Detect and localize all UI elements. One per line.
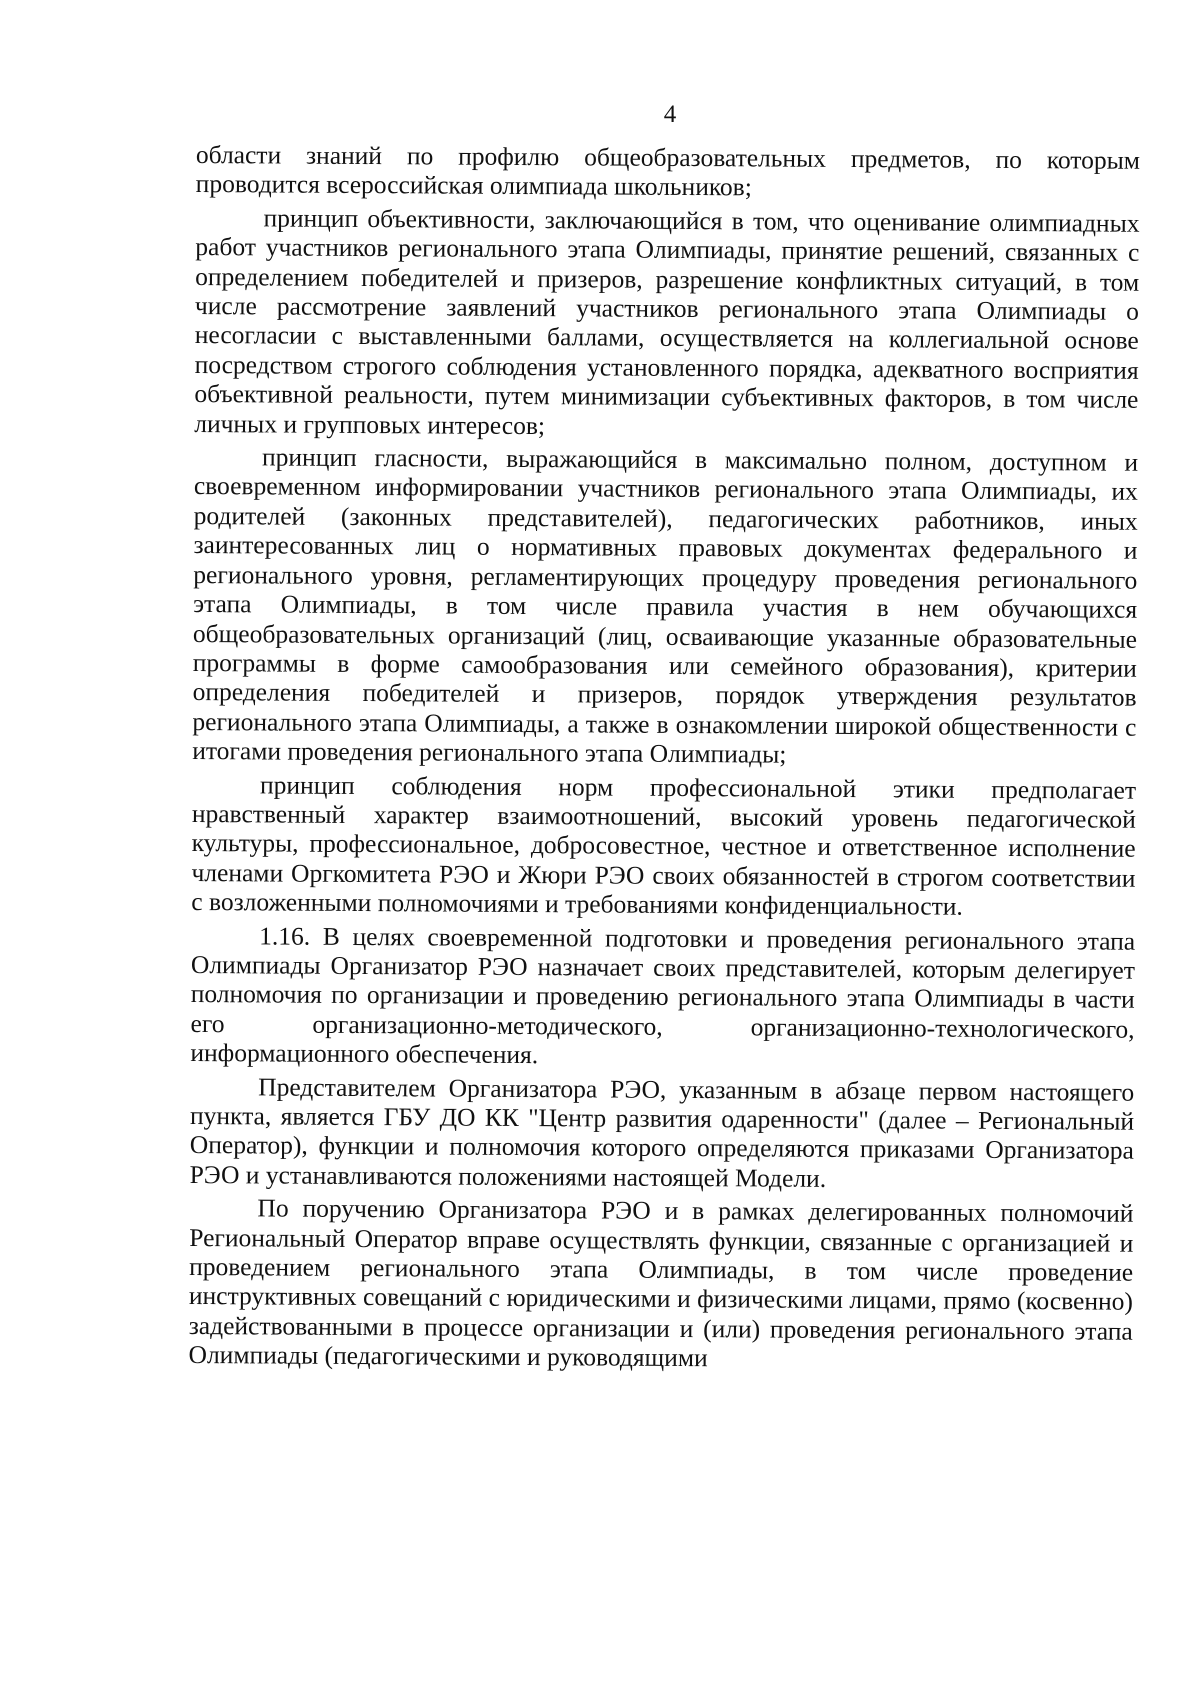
paragraph-clause-1-16: 1.16. В целях своевременной подготовки и проведения регионального этапа Олимпиады Организатор РЭО назначает своих представителей, которым делегирует полномочия по организации и проведению регионального этапа Олимпиады в части его организационно-методического, организационно-технологического, информационного обеспечения. bbox=[190, 920, 1136, 1070]
paragraph-regional-operator: Представителем Организатора РЭО, указанным в абзаце первом настоящего пункта, является ГБУ ДО КК "Центр развития одаренности" (далее – Региональный Оператор), функции и полномочия которого определяются приказами Организатора РЭО и устанавливаются положениями настоящей Модели. bbox=[189, 1071, 1135, 1193]
paragraph-ethics-principle: принцип соблюдения норм профессиональной этики предполагает нравственный характер взаимоотношений, высокий уровень педагогической культуры, профессиональное, добросовестное, честное и ответственное исполнение членами Оргкомитета РЭО и Жюри РЭО своих обязанностей в строгом соответствии с возложенными полномочиями и требованиями конфиденциальности. bbox=[191, 769, 1137, 921]
paragraph-subject-areas: области знаний по профилю общеобразовательных предметов, по которым проводится всероссийская олимпиада школьников; bbox=[195, 140, 1140, 202]
document-body bbox=[188, 140, 1140, 1379]
paragraph-publicity-principle: принцип гласности, выражающийся в максимально полном, доступном и своевременном информировании участников регионального этапа Олимпиады, их родителей (законных представителей), педагогических работников, иных заинтересованных лиц о нормативных правовых документах федерального и регионального уровня, регламентирующих процедуру проведения регионального этапа Олимпиады, в том числе правила участия в нем обучающихся общеобразовательных организаций (лиц, осваивающие указанные образовательные программы в форме самообразования или семейного образования), критерии определения победителей и призеров, порядок утверждения результатов регионального этапа Олимпиады, а также в ознакомлении широкой общественности с итогами проведения регионального этапа Олимпиады; bbox=[192, 442, 1139, 769]
page-number: 4 bbox=[663, 101, 677, 128]
paragraph-objectivity-principle: принцип объективности, заключающийся в том, что оценивание олимпиадных работ участников регионального этапа Олимпиады, принятие решений, связанных с определением победителей и призеров, разрешение конфликтных ситуаций, в том числе рассмотрение заявлений участников регионального этапа Олимпиады о несогласии с выставленными баллами, осуществляется на коллегиальной основе посредством строгого соблюдения установленного порядка, адекватного восприятия объективной реальности, путем минимизации субъективных факторов, в том числе личных и групповых интересов; bbox=[194, 203, 1140, 440]
paragraph-operator-functions: По поручению Организатора РЭО и в рамках делегированных полномочий Региональный Оператор вправе осуществлять функции, связанные с организацией и проведением регионального этапа Олимпиады, в том числе проведение инструктивных совещаний с юридическими и физическими лицами, прямо (косвенно) задействованными в процессе организации и (или) проведения регионального этапа Олимпиады (педагогическими и руководящими bbox=[188, 1193, 1134, 1373]
